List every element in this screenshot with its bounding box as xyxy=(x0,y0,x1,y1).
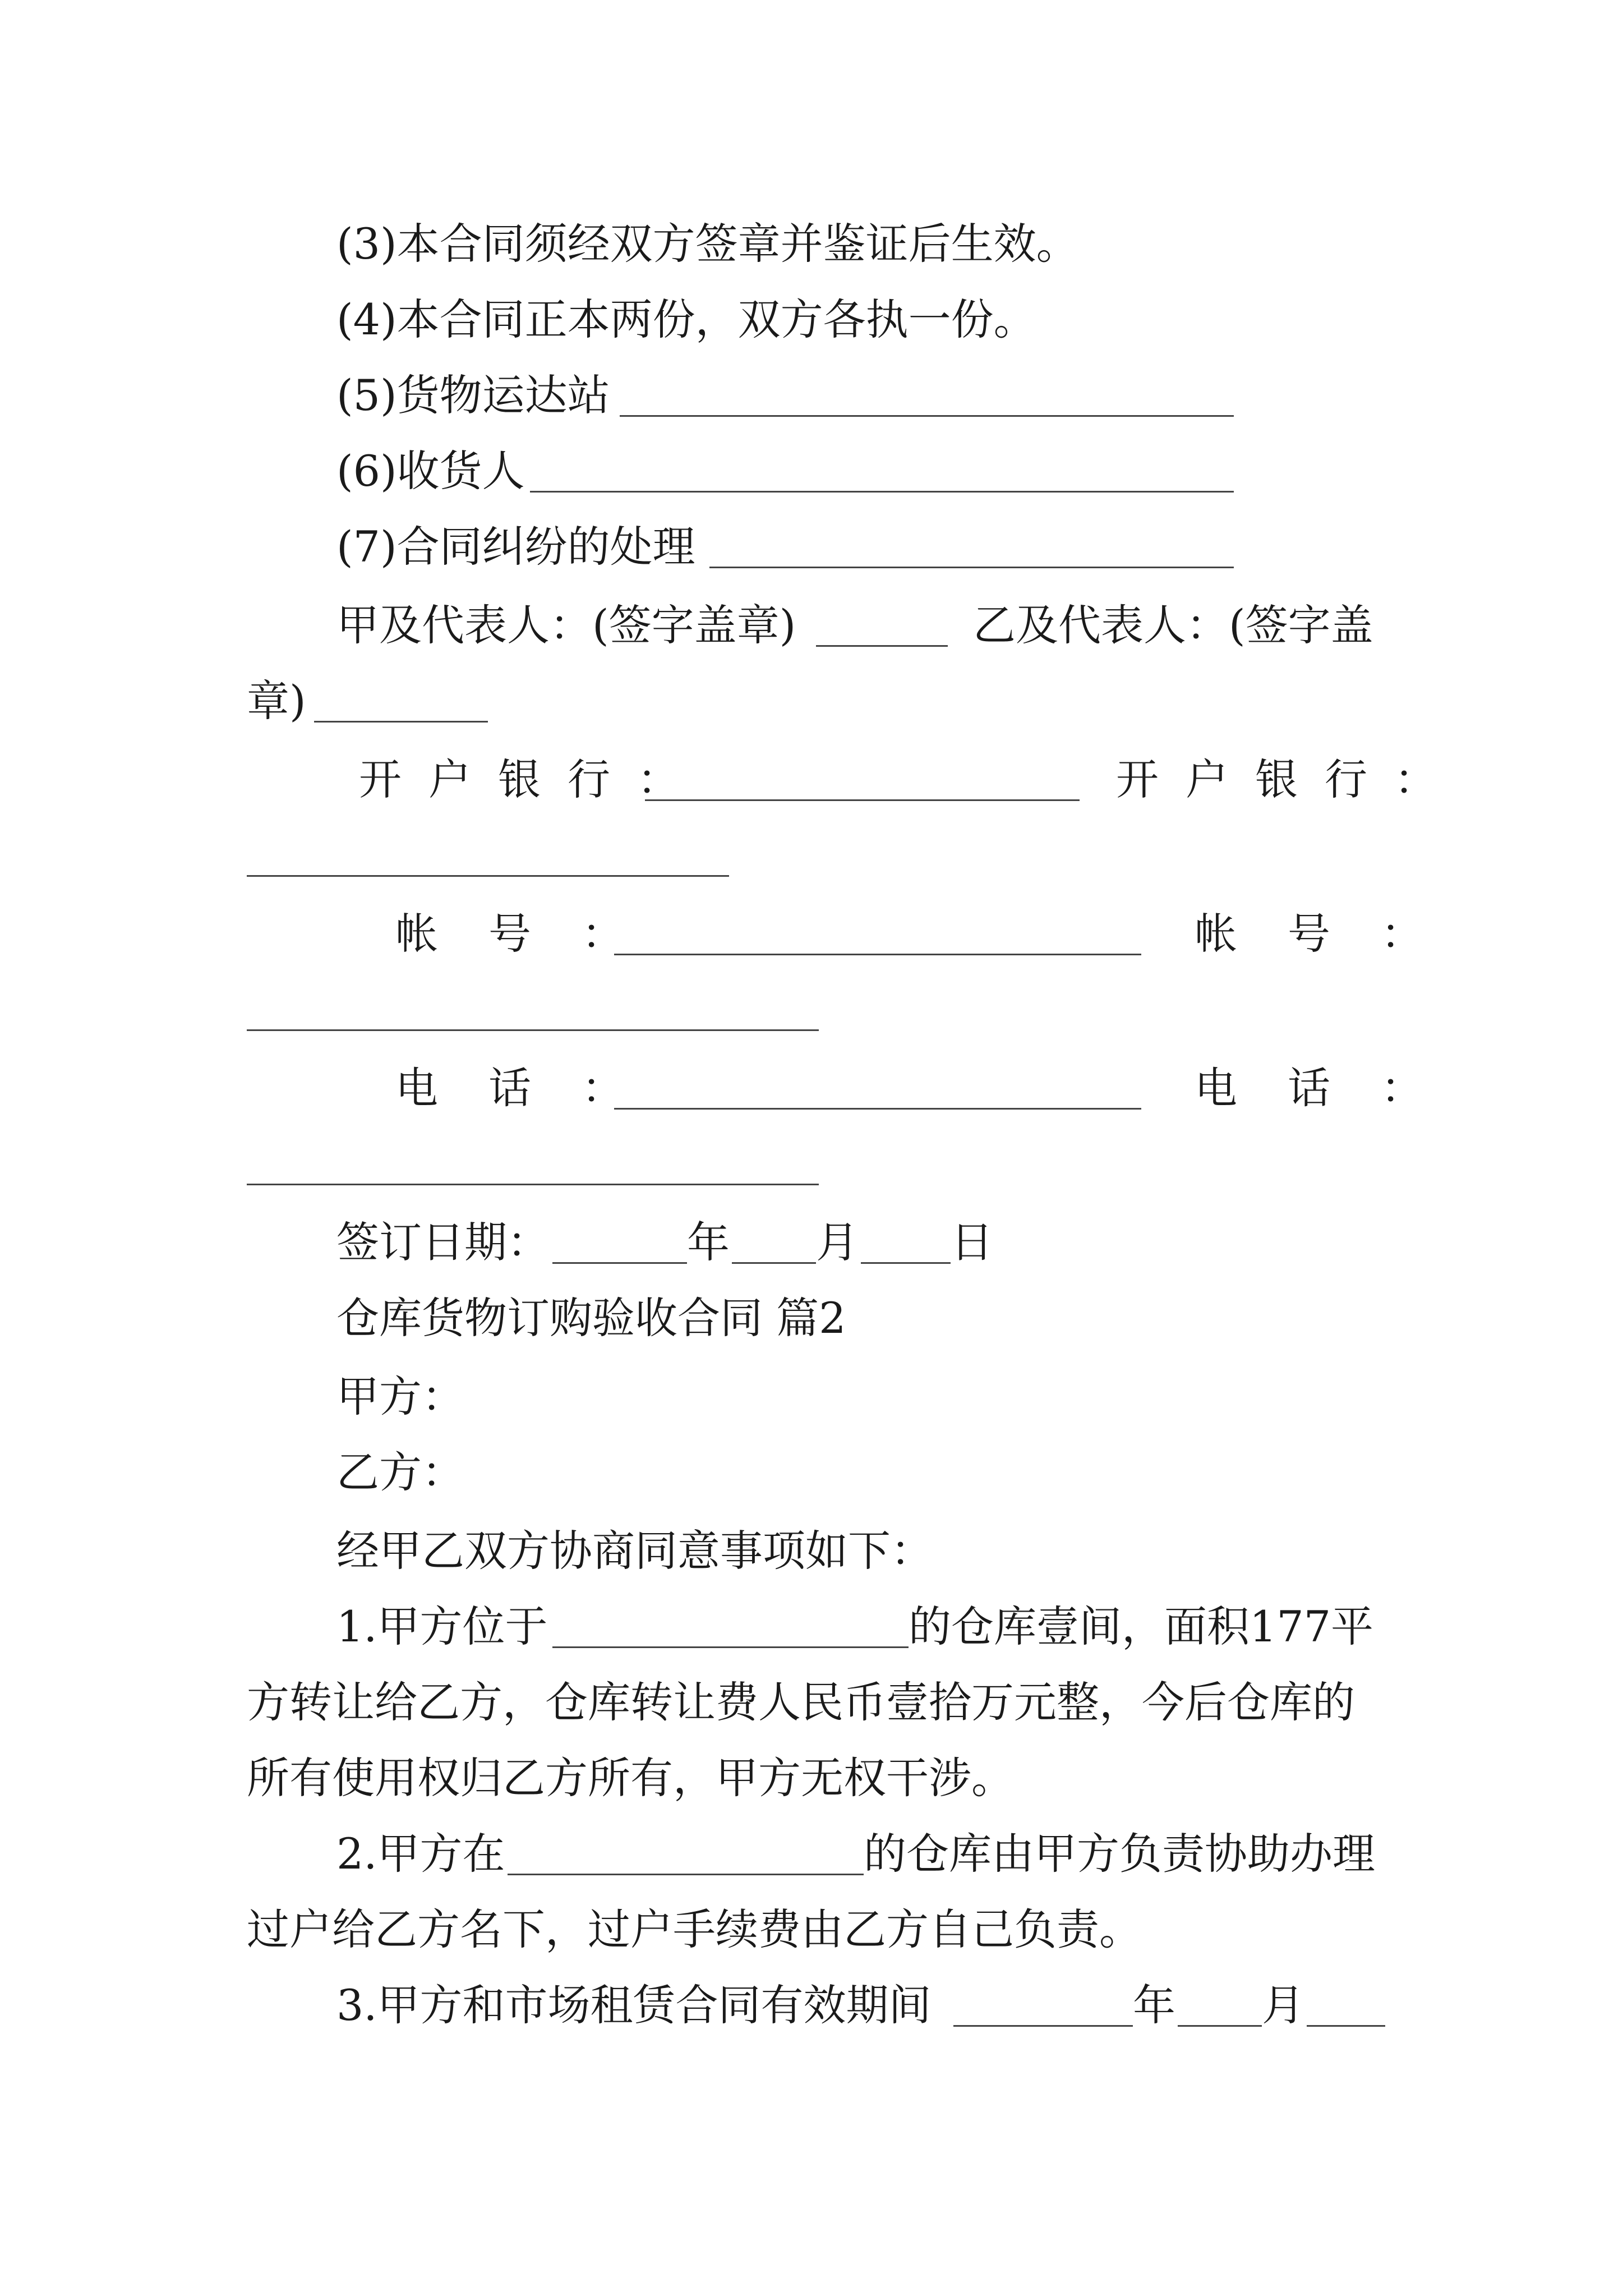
party-b-rep-blank xyxy=(314,721,488,723)
party-b-rep-label: 乙及代表人：(签字盖 xyxy=(973,600,1373,650)
contract2-party-b xyxy=(336,1444,464,1501)
clause-7-blank xyxy=(709,567,1234,568)
clause-6-text: (6)收货人 xyxy=(336,446,525,496)
item1-line2 xyxy=(247,1674,1355,1731)
bank-b xyxy=(1116,752,1464,808)
sign-date-day-label: 日 xyxy=(951,1217,993,1267)
clause-4-text: (4)本合同正本两份，双方各执一份。 xyxy=(336,295,1036,344)
item3-line1-start xyxy=(336,1977,932,2033)
item2-line1-start xyxy=(336,1826,505,1882)
item3-year-label: 年 xyxy=(1133,1980,1175,2030)
item3-month xyxy=(1262,1977,1304,2033)
item2-line2-text: 过户给乙方名下，过户手续费由乙方自己负责。 xyxy=(247,1904,1142,1954)
item3-day-blank xyxy=(1307,2025,1385,2027)
bank-a-blank xyxy=(645,799,1080,801)
clause-5-text: (5)货物运达站 xyxy=(336,370,610,420)
phone-b-label: 电话： xyxy=(1195,1063,1474,1113)
item1-line3 xyxy=(247,1750,1014,1806)
item3-month-label: 月 xyxy=(1262,1980,1304,2030)
item1-line1-end xyxy=(909,1599,1373,1655)
sign-date-day-blank xyxy=(861,1262,951,1264)
bank-b-label: 开户银行： xyxy=(1116,754,1464,804)
item3-month-blank xyxy=(1178,2025,1262,2027)
item3-year-blank xyxy=(953,2025,1133,2027)
item2-suffix: 的仓库由甲方负责协助办理 xyxy=(864,1829,1375,1879)
phone-b-blank xyxy=(247,1184,819,1185)
party-a-rep-blank xyxy=(816,645,948,647)
clause-5 xyxy=(336,367,610,424)
sign-date-day xyxy=(951,1214,993,1271)
sign-date xyxy=(336,1214,550,1271)
contract2-title-text: 仓库货物订购验收合同 篇2 xyxy=(336,1293,846,1343)
sign-date-year-blank xyxy=(552,1262,687,1264)
item2-prefix: 2.甲方在 xyxy=(336,1829,505,1879)
item1-line1-start xyxy=(336,1599,548,1655)
contract2-intro-text: 经甲乙双方协商同意事项如下： xyxy=(336,1526,933,1576)
account-b-blank xyxy=(247,1029,819,1031)
account-b-label: 帐号： xyxy=(1195,909,1474,959)
item2-line2 xyxy=(247,1902,1142,1958)
clause-6 xyxy=(336,443,525,499)
contract2-party-b-label: 乙方： xyxy=(336,1447,464,1497)
clause-5-blank xyxy=(620,415,1234,417)
clause-4 xyxy=(336,292,1036,348)
item1-line3-text: 所有使用权归乙方所有，甲方无权干涉。 xyxy=(247,1753,1014,1803)
sign-date-label: 签订日期： xyxy=(336,1217,550,1267)
bank-a-label: 开户银行： xyxy=(359,754,707,804)
sign-date-year xyxy=(687,1214,730,1271)
clause-7-text: (7)合同纠纷的处理 xyxy=(336,522,695,572)
contract2-title xyxy=(336,1290,846,1346)
sign-date-year-label: 年 xyxy=(687,1217,730,1267)
account-b xyxy=(1195,906,1474,962)
item3-prefix: 3.甲方和市场租赁合同有效期间 xyxy=(336,1980,932,2030)
phone-a-blank xyxy=(614,1108,1141,1110)
clause-3 xyxy=(336,216,1079,272)
clause-7 xyxy=(336,519,695,575)
clause-3-text: (3)本合同须经双方签章并鉴证后生效。 xyxy=(336,219,1079,269)
account-a-label: 帐号： xyxy=(395,909,675,959)
contract2-party-a xyxy=(336,1369,464,1425)
party-b-rep-continued xyxy=(247,673,306,729)
party-b-representative xyxy=(973,597,1373,654)
party-a-rep-label: 甲及代表人：(签字盖章) xyxy=(336,600,796,650)
contract2-party-a-label: 甲方： xyxy=(336,1372,464,1421)
item1-location-blank xyxy=(552,1646,909,1648)
item1-prefix: 1.甲方位于 xyxy=(336,1602,548,1651)
item1-line2-text: 方转让给乙方，仓库转让费人民币壹拾万元整，今后仓库的 xyxy=(247,1677,1355,1727)
contract2-intro xyxy=(336,1523,933,1579)
party-a-representative xyxy=(336,597,796,654)
item1-suffix: 的仓库壹间，面积177平 xyxy=(909,1602,1374,1651)
item2-line1-end xyxy=(864,1826,1375,1882)
item2-location-blank xyxy=(508,1874,864,1875)
phone-b xyxy=(1195,1060,1474,1116)
sign-date-month-blank xyxy=(732,1262,816,1264)
sign-date-month xyxy=(816,1214,859,1271)
sign-date-month-label: 月 xyxy=(816,1217,859,1267)
phone-a-label: 电话： xyxy=(395,1063,675,1113)
clause-6-blank xyxy=(530,491,1234,493)
bank-b-blank xyxy=(247,875,729,877)
account-a-blank xyxy=(614,954,1141,955)
item3-year xyxy=(1133,1977,1175,2033)
party-b-rep-cont-text: 章) xyxy=(247,676,306,726)
